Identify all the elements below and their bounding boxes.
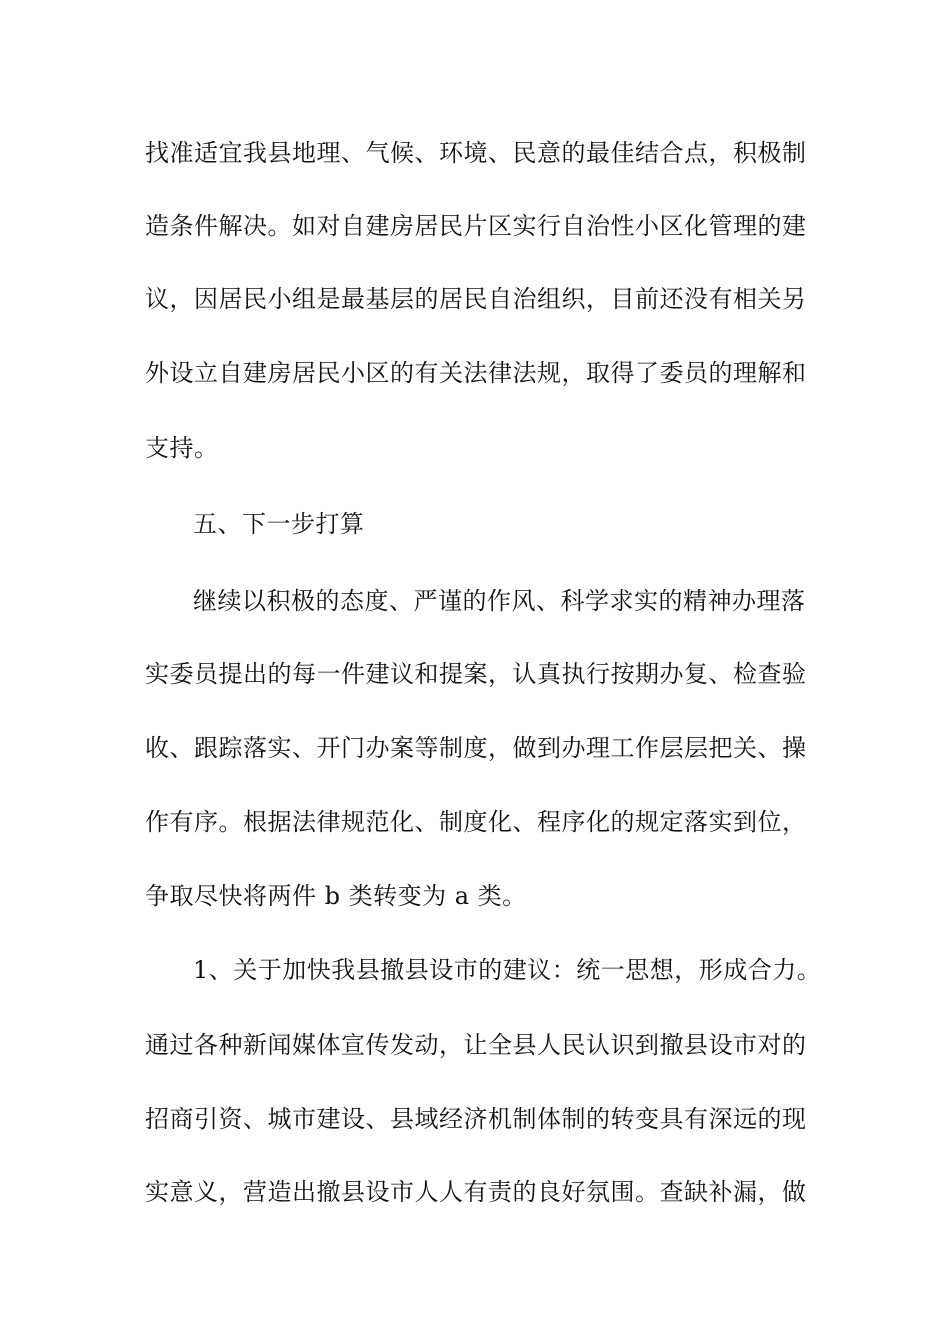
text-line: 通过各种新闻媒体宣传发动，让全县人民认识到撤县设市对的 <box>145 1031 807 1059</box>
text-line: 实委员提出的每一件建议和提案，认真执行按期办复、检查验 <box>145 660 807 688</box>
text-line: 收、跟踪落实、开门办案等制度，做到办理工作层层把关、操 <box>145 734 807 762</box>
text-line: 议，因居民小组是最基层的居民自治组织，目前还没有相关另 <box>145 285 807 313</box>
text-line: 支持。 <box>145 434 219 462</box>
text-line: 实意义，营造出撤县设市人人有责的良好氛围。查缺补漏，做 <box>145 1178 807 1206</box>
text-line: 招商引资、城市建设、县域经济机制体制的转变具有深远的现 <box>145 1105 807 1133</box>
numbered-item: 1、关于加快我县撤县设市的建议：统一思想，形成合力。 <box>193 956 822 984</box>
text-line: 继续以积极的态度、严谨的作风、科学求实的精神办理落 <box>193 587 806 615</box>
text-line: 造条件解决。如对自建房居民片区实行自治性小区化管理的建 <box>145 212 807 240</box>
text-line: 找准适宜我县地理、气候、环境、民意的最佳结合点，积极制 <box>145 139 807 167</box>
text-line: 外设立自建房居民小区的有关法律法规，取得了委员的理解和 <box>145 359 807 387</box>
text-line: 争取尽快将两件 b 类转变为 a 类。 <box>145 882 527 910</box>
section-heading: 五、下一步打算 <box>193 510 365 538</box>
text-line: 作有序。根据法律规范化、制度化、程序化的规定落实到位， <box>145 808 807 836</box>
